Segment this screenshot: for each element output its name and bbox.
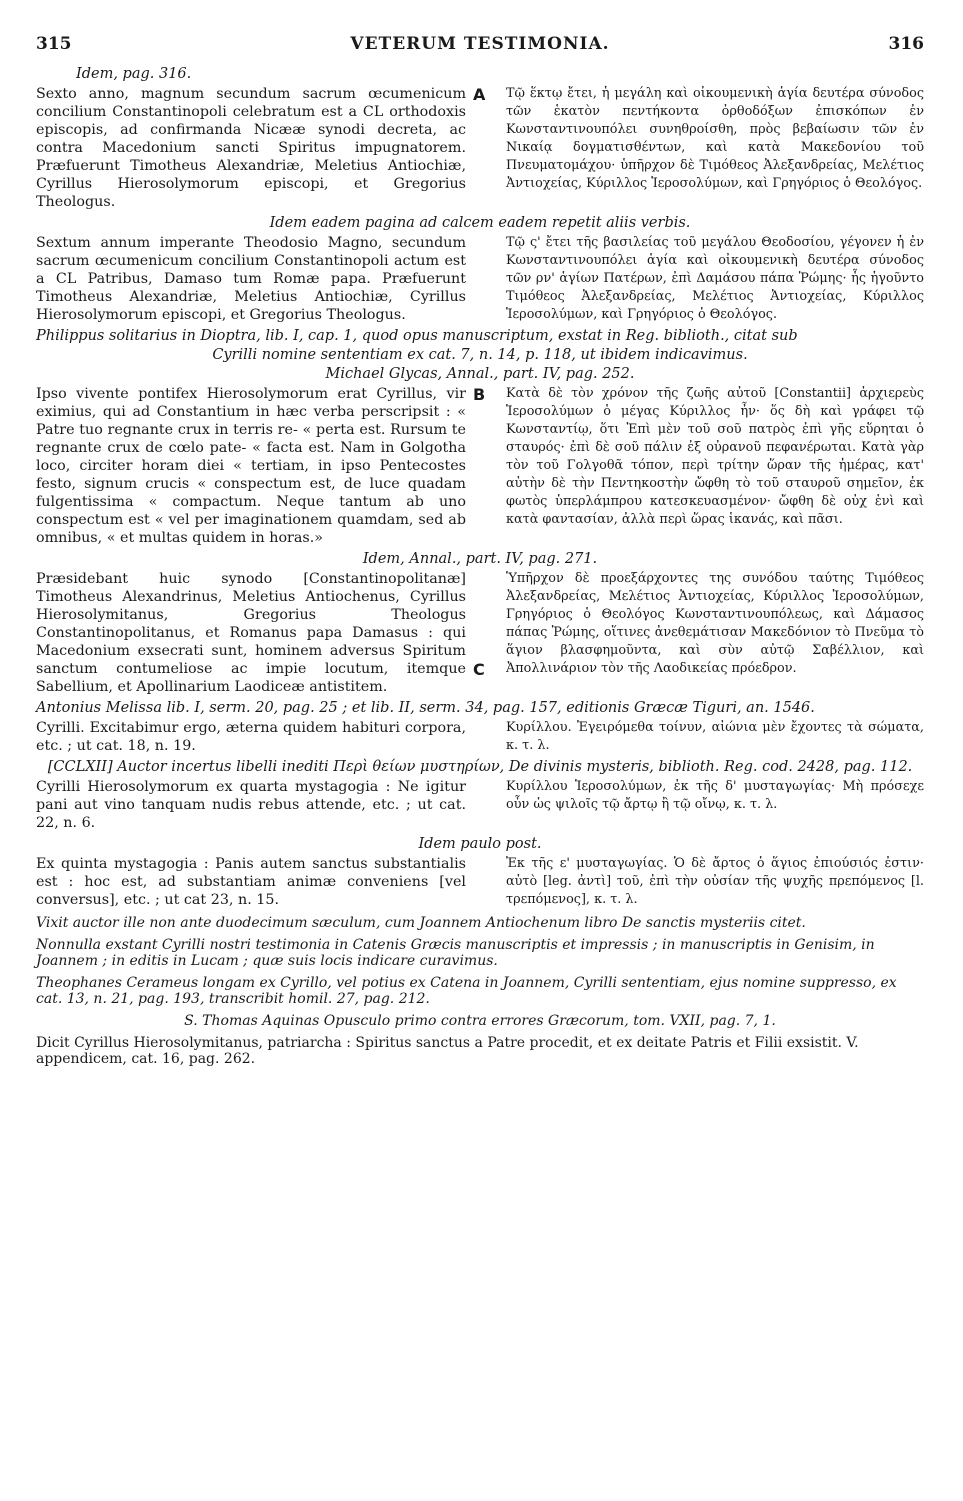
column-marker: B bbox=[473, 385, 486, 404]
latin-column: Ex quinta mystagogia : Panis autem sanctus substantialis est : hoc est, ad substantiam animæ conveniens [vel conversus], etc. ; ut cat 23, n. 15. bbox=[36, 856, 466, 908]
latin-column: Ipso vivente pontifex Hierosolymorum erat Cyrillus, vir eximius, qui ad Constantium in hæc verba perscripsit : « Patre tuo regnante crux in terris re- « perta est. Rursum te regnante crux de cœlo pate- « facta est. Nam in Golgotha loco, circiter horam diei « tertiam, in ipso Pentecostes festo, signum crucis « conspectum est, de luce quadam fulgentissima « compactum. Neque tantum ab uno conspectum est « vel per imaginationem quamdam, sed ab omnibus, « et multas quidem in horas.» bbox=[36, 386, 466, 546]
parallel-text-block bbox=[36, 855, 924, 909]
source-reference: Antonius Melissa lib. I, serm. 20, pag. 25 ; et lib. II, serm. 34, pag. 157, editionis Græcæ Tiguri, an. 1546. bbox=[36, 700, 815, 716]
greek-column: Κατὰ δὲ τὸν χρόνον τῆς ζωῆς αὐτοῦ [Constantii] ἀρχιερεὺς Ἱεροσολύμων ὁ μέγας Κύριλλος ἦν· ὅς δὴ καὶ γράφει τῷ Κωνσταντίῳ, ὅτι Ἐπὶ μὲν τοῦ σοῦ πατρὸς ἐπὶ γῆς εὕρηται ὁ σταυρός· ἐπὶ δὲ σοῦ πάλιν ἐξ οὐρανοῦ πεφανέρωται. Κατὰ γὰρ τὸν τοῦ Γολγοθᾶ τόπον, περὶ τρίτην ὥραν τῆς ἡμέρας, κατ' αὐτὴν δὲ τὴν Πεντηκοστὴν ὤφθη τὸ τοῦ σταυροῦ σημεῖον, ἐκ φωτὸς ὑπερλάμπρου κατεσκευασμένον· ὤφθη δὲ οὐχ ἑνὶ καὶ κατὰ φαντασίαν, ἀλλὰ περὶ ὥρας ἱκανάς, καὶ πᾶσι. bbox=[506, 386, 924, 527]
page-number-right: 316 bbox=[888, 34, 924, 54]
greek-column: Ἐκ τῆς ε' μυσταγωγίας. Ὁ δὲ ἄρτος ὁ ἅγιος ἐπιούσιός ἐστιν· αὐτὸ [leg. ἀντὶ] τοῦ, ἐπὶ τὴν οὐσίαν τῆς ψυχῆς πρεπόμενος [l. τρεπόμενος], κ. τ. λ. bbox=[506, 856, 924, 907]
latin-column: Præsidebant huic synodo [Constantinopolitanæ] Timotheus Alexandrinus, Meletius Antiochenus, Cyrillus Hierosolymitanus, Gregorius Theologus Constantinopolitanus, et Romanus papa Damasus : qui Macedonium exsecrati sunt, hominem adversus Spiritum sanctum contumeliose ac impie locutum, itemque Sabellium, et Apollinarium Laodiceæ antistitem. bbox=[36, 571, 466, 695]
source-reference: Idem paulo post. bbox=[418, 836, 542, 852]
page-number-left: 315 bbox=[36, 34, 72, 54]
parallel-text-block bbox=[36, 85, 924, 211]
parallel-text-block bbox=[36, 385, 924, 547]
document-page bbox=[36, 34, 924, 1067]
column-marker: C bbox=[473, 660, 485, 679]
parallel-text-block bbox=[36, 719, 924, 755]
source-reference: Idem eadem pagina ad calcem eadem repetit aliis verbis. bbox=[269, 215, 691, 231]
source-reference: Michael Glycas, Annal., part. IV, pag. 252. bbox=[325, 366, 635, 382]
greek-column: Κυρίλλου. Ἐγειρόμεθα τοίνυν, αἰώνια μὲν ἔχοντες τὰ σώματα, κ. τ. λ. bbox=[506, 720, 924, 753]
latin-column: Cyrilli. Excitabimur ergo, æterna quidem habituri corpora, etc. ; ut cat. 18, n. 19. bbox=[36, 720, 466, 754]
greek-column: Τῷ ς' ἔτει τῆς βασιλείας τοῦ μεγάλου Θεοδοσίου, γέγονεν ἡ ἐν Κωνσταντινουπόλει ἁγία καὶ οἰκουμενικὴ δευτέρα σύνοδος τῶν ρν' ἁγίων Πατέρων, ἐπὶ Δαμάσου πάπα Ῥώμης· ἧς ἡγοῦντο Τιμόθεος Ἀλεξανδρείας, Μελέτιος Ἀντιοχείας, Κύριλλος Ἱεροσολύμων, καὶ Γρηγόριος ὁ Θεολόγος. bbox=[506, 235, 924, 322]
parallel-text-block bbox=[36, 778, 924, 832]
parallel-text-block bbox=[36, 234, 924, 324]
greek-column: Τῷ ἕκτῳ ἔτει, ἡ μεγάλη καὶ οἰκουμενικὴ ἁγία δευτέρα σύνοδος τῶν ἑκατὸν πεντήκοντα ὀρθοδόξων ἐπισκόπων ἐν Κωνσταντινουπόλει συνηθροίσθη, πρὸς βεβαίωσιν τῶν ἐν Νικαίᾳ δογματισθέντων, καὶ κατὰ Μακεδονίου τοῦ Πνευματομάχου· ὑπῆρχον δὲ Τιμόθεος Ἀλεξανδρείας, Μελέτιος Ἀντιοχείας, Κύριλλος Ἱεροσολύμων, καὶ Γρηγόριος ὁ Θεολόγος. bbox=[506, 86, 924, 191]
source-reference: Idem, Annal., part. IV, pag. 271. bbox=[362, 551, 598, 567]
running-title: VETERUM TESTIMONIA. bbox=[350, 34, 610, 54]
footnote: Nonnulla exstant Cyrilli nostri testimonia in Catenis Græcis manuscriptis et impressis ; in manuscriptis in Genisim, in Joannem ; in editis in Lucam ; quæ suis locis indicare curavimus. bbox=[36, 937, 875, 969]
footnote: Vixit auctor ille non ante duodecimum sæculum, cum Joannem Antiochenum libro De sanctis mysteriis citet. bbox=[36, 915, 806, 931]
source-reference: [CCLXII] Auctor incertus libelli inediti Περὶ θείων μυστηρίων, De divinis mysteris, biblioth. Reg. cod. 2428, pag. 112. bbox=[47, 759, 913, 775]
latin-column: Sexto anno, magnum secundum sacrum œcumenicum concilium Constantinopoli celebratum est a CL orthodoxis episcopis, ad confirmanda Nicææ synodi decreta, ac contra Macedonium sancti Spiritus impugnatorem. Præfuerunt Timotheus Alexandriæ, Meletius Antiochiæ, Cyrillus Hierosolymorum episcopi, et Gregorius Theologus. bbox=[36, 86, 466, 210]
latin-column: Sextum annum imperante Theodosio Magno, secundum sacrum œcumenicum concilium Constantinopoli actum est a CL Patribus, Damaso tum Romæ papa. Præfuerunt Timotheus Alexandriæ, Meletius Antiochiæ, Cyrillus Hierosolymorum episcopi, et Gregorius Theologus. bbox=[36, 235, 466, 323]
greek-column: Ὑπῆρχον δὲ προεξάρχοντες της συνόδου ταύτης Τιμόθεος Ἀλεξανδρείας, Μελέτιος Ἀντιοχείας, Κύριλλος Ἱεροσολύμων, Γρηγόριος ὁ Θεολόγος Κωνσταντινουπόλεως, καὶ Δάμασος πάπας Ῥώμης, οἵτινες ἀνεθεμάτισαν Μακεδόνιον τὸ Πνεῦμα τὸ ἅγιον βλασφημοῦντα, καὶ σὺν αὐτῷ Σαβέλλιον, καὶ Ἀπολλινάριον τὸν τῆς Λαοδικείας πρόεδρον. bbox=[506, 571, 924, 676]
latin-column: Cyrilli Hierosolymorum ex quarta mystagogia : Ne igitur pani aut vino tanquam nudis rebus attende, etc. ; ut cat. 22, n. 6. bbox=[36, 779, 466, 831]
footnote: Dicit Cyrillus Hierosolymitanus, patriarcha : Spiritus sanctus a Patre procedit, et ex deitate Patris et Filii exsistit. V. appendicem, cat. 16, pag. 262. bbox=[36, 1035, 859, 1067]
source-reference: Philippus solitarius in Dioptra, lib. I, cap. 1, quod opus manuscriptum, exstat in Reg. biblioth., citat sub bbox=[36, 328, 798, 344]
greek-column: Κυρίλλου Ἱεροσολύμων, ἐκ τῆς δ' μυσταγωγίας· Μὴ πρόσεχε οὖν ὡς ψιλοῖς τῷ ἄρτῳ ἢ τῷ οἴνῳ, κ. τ. λ. bbox=[506, 779, 924, 812]
parallel-text-block bbox=[36, 570, 924, 696]
source-reference: Idem, pag. 316. bbox=[76, 66, 192, 82]
running-header bbox=[36, 34, 924, 64]
footnote: Theophanes Cerameus longam ex Cyrillo, vel potius ex Catena in Joannem, Cyrilli sententiam, ejus nomine suppresso, ex cat. 13, n. 21, pag. 193, transcribit homil. 27, pag. 212. bbox=[36, 975, 897, 1007]
footnote: S. Thomas Aquinas Opusculo primo contra errores Græcorum, tom. VXII, pag. 7, 1. bbox=[184, 1013, 776, 1029]
column-marker: A bbox=[473, 85, 486, 104]
source-reference: Cyrilli nomine sententiam ex cat. 7, n. 14, p. 118, ut ibidem indicavimus. bbox=[212, 347, 748, 363]
